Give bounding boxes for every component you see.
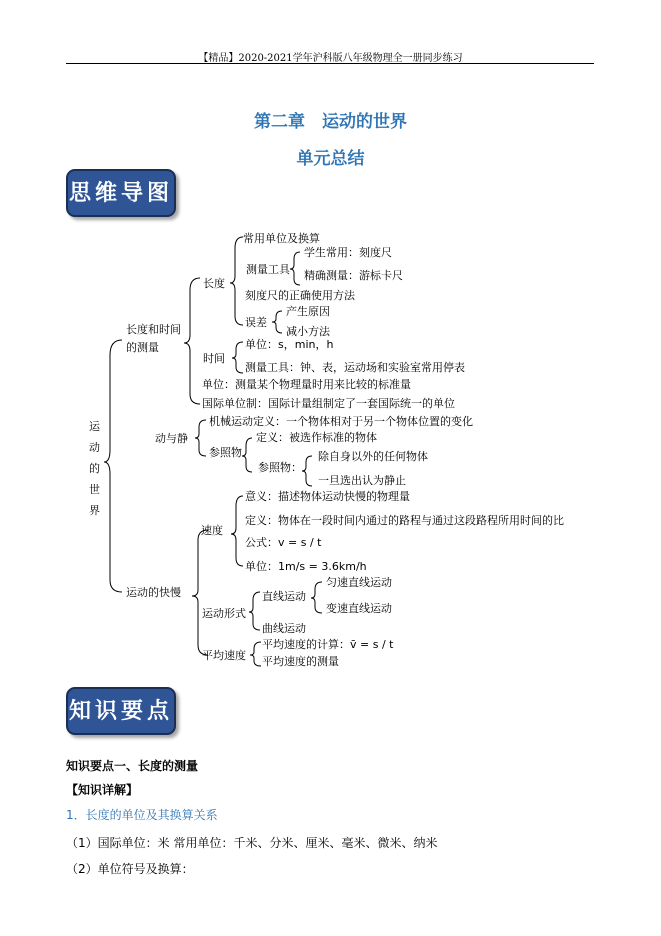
speed-motion-brace bbox=[192, 530, 208, 655]
knowledge-detail-label: 【知识详解】 bbox=[66, 783, 139, 797]
time-unit-text: 单位：s，min，h bbox=[245, 338, 334, 351]
ref-static-text: 一旦选出认为静止 bbox=[318, 474, 406, 487]
avg-speed-label: 平均速度 bbox=[202, 649, 246, 662]
reference-label: 参照物 bbox=[209, 446, 242, 459]
length-brace bbox=[230, 237, 243, 325]
ref-obj-label: 参照物： bbox=[258, 461, 302, 474]
curve-text: 曲线运动 bbox=[262, 622, 306, 635]
reference-brace bbox=[242, 438, 252, 472]
measuring-tool-label: 测量工具 bbox=[246, 263, 290, 276]
speed-motion-label: 运动的快慢 bbox=[126, 586, 181, 599]
chapter-title: 第二章 运动的世界 bbox=[254, 112, 407, 132]
length-time-label: 长度和时间 bbox=[126, 323, 181, 336]
root-char: 的 bbox=[89, 462, 100, 475]
section-subtitle: 单元总结 bbox=[296, 149, 365, 169]
speed-def-text: 定义：物体在一段时间内通过的路程与通过这段路程所用时间的比 bbox=[245, 514, 564, 527]
uniform-text: 匀速直线运动 bbox=[326, 576, 392, 589]
length-label: 长度 bbox=[203, 277, 225, 290]
error-cause-text: 产生原因 bbox=[286, 305, 330, 318]
precise-measure-text: 精确测量：游标卡尺 bbox=[304, 269, 403, 282]
ref-obj-brace bbox=[302, 456, 312, 486]
time-label: 时间 bbox=[203, 352, 225, 365]
length-time-label-2: 的测量 bbox=[126, 341, 159, 354]
motion-rest-label: 动与静 bbox=[155, 432, 188, 445]
avg-calc-text: 平均速度的计算：v̄ = s / t bbox=[262, 638, 394, 651]
mindmap-badge: 思维导图 bbox=[66, 169, 176, 217]
error-brace bbox=[272, 311, 282, 333]
unit-conversion-text: 常用单位及换算 bbox=[243, 232, 320, 245]
motion-rest-brace bbox=[195, 420, 206, 456]
root-char: 动 bbox=[89, 441, 100, 454]
speed-label: 速度 bbox=[201, 524, 223, 537]
knowledge-item-1-1: （1）国际单位：米 常用单位：千米、分米、厘米、毫米、微米、纳米 bbox=[66, 836, 438, 850]
motion-form-label: 运动形式 bbox=[202, 607, 246, 620]
length-time-brace bbox=[184, 278, 200, 404]
knowledge-point-title: 知识要点一、长度的测量 bbox=[66, 759, 199, 773]
root-brace bbox=[104, 340, 122, 592]
root-char: 世 bbox=[89, 483, 100, 496]
ref-any-text: 除自身以外的任何物体 bbox=[318, 450, 428, 463]
speed-meaning-text: 意义：描述物体运动快慢的物理量 bbox=[245, 490, 410, 503]
speed-unit-text: 单位：1m/s = 3.6km/h bbox=[245, 560, 367, 573]
root-char: 界 bbox=[89, 504, 100, 517]
knowledge-item-1-2: （2）单位符号及换算： bbox=[66, 862, 194, 876]
unit-definition-text: 单位：测量某个物理量时用来比较的标准量 bbox=[202, 378, 411, 391]
si-units-text: 国际单位制：国际计量组制定了一套国际统一的单位 bbox=[202, 397, 455, 410]
knowledge-badge: 知识要点 bbox=[66, 687, 176, 735]
tool-brace bbox=[290, 252, 300, 285]
avg-speed-brace bbox=[250, 642, 261, 666]
knowledge-item-1: 1．长度的单位及其换算关系 bbox=[66, 808, 218, 822]
ref-def-text: 定义：被选作标准的物体 bbox=[256, 431, 377, 444]
motion-form-brace bbox=[249, 592, 260, 630]
linear-label: 直线运动 bbox=[262, 590, 306, 603]
speed-brace bbox=[231, 496, 243, 566]
avg-measure-text: 平均速度的测量 bbox=[262, 655, 339, 668]
time-brace bbox=[232, 342, 243, 373]
error-label: 误差 bbox=[245, 316, 267, 329]
student-use-text: 学生常用：刻度尺 bbox=[304, 246, 392, 259]
error-reduce-text: 减小方法 bbox=[286, 325, 330, 338]
time-tools-text: 测量工具：钟、表，运动场和实验室常用停表 bbox=[245, 361, 465, 374]
mech-motion-text: 机械运动定义：一个物体相对于另一个物体位置的变化 bbox=[209, 415, 473, 428]
root-char: 运 bbox=[89, 420, 100, 433]
page-header: 【精品】2020-2021学年沪科版八年级物理全一册同步练习 bbox=[198, 53, 463, 64]
ruler-usage-text: 刻度尺的正确使用方法 bbox=[245, 289, 355, 302]
variable-text: 变速直线运动 bbox=[326, 602, 392, 615]
linear-brace bbox=[311, 582, 322, 613]
speed-formula-text: 公式：v = s / t bbox=[245, 536, 322, 549]
